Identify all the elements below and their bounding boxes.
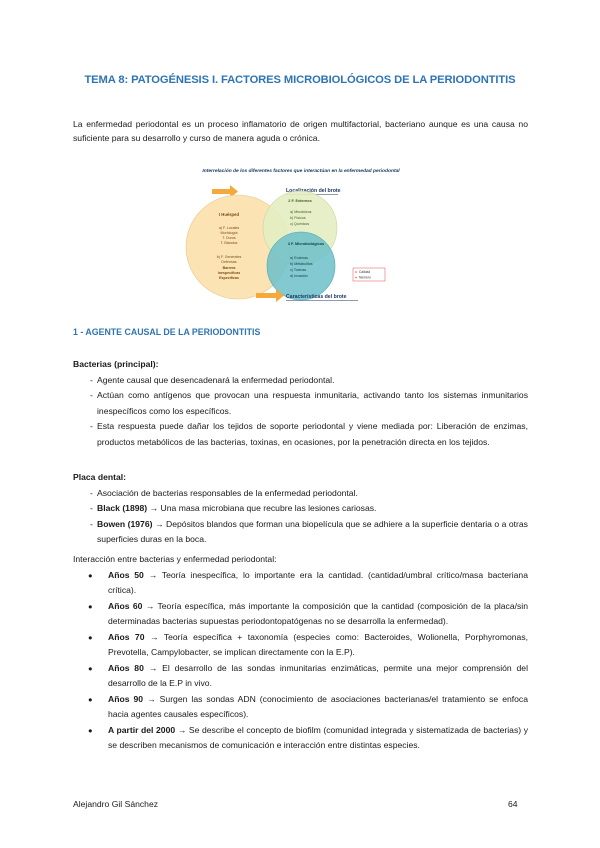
host-local-3: T. Duros	[222, 236, 236, 240]
section-heading-agente-causal: 1 - AGENTE CAUSAL DE LA PERIODONTITIS	[73, 327, 261, 337]
list-item-label: Black (1898)	[97, 503, 148, 513]
list-item-text: → Teoría específica, más importante la composición que la cantidad (composición de la placa/sin determinadas bacterias supuestas periodontopatógenas no se desarrolla la enfermedad).	[108, 600, 528, 626]
placa-block	[73, 470, 528, 548]
list-item-text: → El desarrollo de las sondas inmunitarias enzimáticas, permite una mejor comprensión del desarrollo de la E.P in vivo.	[108, 662, 528, 688]
list-item: - Actúan como antígenos que provocan una respuesta inmunitaria, activando tanto los sistemas inmunitarios inespecíficos como los específicos.	[73, 388, 528, 419]
list-item	[73, 723, 528, 754]
list-item-label: Bowen (1976)	[97, 518, 153, 529]
bacterias-block	[73, 357, 528, 450]
interaccion-heading: Interacción entre bacterias y enfermedad periodontal:	[73, 554, 277, 564]
list-item: - Agente causal que desencadenará la enfermedad periodontal.	[73, 373, 528, 389]
list-item-label: Años 90	[108, 693, 144, 704]
bacterias-list	[73, 373, 528, 451]
list-item-text: → Una masa microbiana que recubre las lesiones cariosas.	[147, 503, 377, 513]
micro-title: 3 F. Microbiológicos	[287, 242, 325, 246]
external-item-3: c) Químicos	[290, 222, 310, 226]
intro-paragraph: La enfermedad periodontal es un proceso inflamatorio de origen multifactorial, bacteriano aunque es una causa no suficiente para su desarrollo y curso de manera aguda o crónica.	[73, 119, 528, 143]
micro-item-3: c) Toxinas	[290, 268, 307, 272]
footer-page-number: 64	[508, 799, 518, 809]
list-item-text: → Depósitos blandos que forman una biopelícula que se adhiere a la superficie dentaria o a otras superficies duras en la boca.	[97, 518, 528, 544]
host-local-2: Morfología	[220, 231, 238, 235]
list-item	[73, 661, 528, 692]
host-title: I Huésped	[218, 212, 240, 217]
bottom-arrow-body	[256, 293, 276, 298]
host-general-2: Defensas	[221, 260, 237, 264]
host-general-5: Específicas	[219, 276, 239, 280]
list-item-label: Años 70	[108, 631, 145, 642]
list-item: - Esta respuesta puede dañar los tejidos de soporte periodontal y viene mediada por: Liberación de enzimas, productos metabólicos de las bacterias, toxinas, en ocasiones, por la penetración directa en los tejidos.	[73, 419, 528, 450]
list-item	[73, 568, 528, 599]
list-item-text: → Teoría específica + taxonomía (especies como: Bacteroides, Wolionella, Porphyromonas, Prevotella, Campylobacter, se implican directamente con la E.P).	[108, 631, 529, 657]
external-item-2: b) Físicos	[290, 216, 306, 220]
micro-item-2: b) Metabolitos	[290, 262, 313, 266]
external-title: 2 F. Externos	[288, 199, 312, 203]
host-general-1: b) F. Generales	[216, 255, 242, 259]
interaccion-list	[73, 568, 528, 754]
host-local-4: T. Blandos	[220, 241, 238, 245]
external-item-1: a) Mecánicos	[290, 210, 312, 214]
factors-venn-diagram	[166, 163, 436, 308]
list-item: - Asociación de bacterias responsables de la enfermedad periodontal.	[73, 486, 528, 502]
list-item	[73, 692, 528, 723]
micro-item-1: a) Enzimas	[290, 256, 308, 260]
list-item	[73, 630, 528, 661]
interaccion-block	[73, 552, 528, 754]
legend-dot-1	[355, 271, 357, 273]
list-item-label: Años 50	[108, 569, 144, 580]
list-item-text: → Teoría inespecífica, lo importante era la cantidad. (cantidad/umbral crítico/masa bacteriana crítica).	[108, 569, 528, 595]
list-item-label: Años 80	[108, 662, 144, 673]
list-item	[73, 501, 528, 517]
host-general-3: Barrera	[222, 266, 236, 270]
list-item-label: A partir del 2000	[108, 724, 176, 735]
host-general-4: Inespecíficas	[217, 271, 241, 275]
bottom-label: Características del brote	[286, 294, 347, 300]
top-label: Localización del brote	[286, 188, 341, 194]
placa-heading: Placa dental:	[73, 472, 127, 482]
list-item	[73, 599, 528, 630]
list-item-text: → Surgen las sondas ADN (conocimiento de asociaciones bacterianas/el tratamiento se enfoca hacia agentes causales específicos).	[108, 693, 528, 719]
legend-item-2: Número	[359, 275, 371, 280]
host-local-1: a) F. Locales	[218, 226, 240, 230]
top-arrow-body	[212, 189, 230, 194]
micro-item-4: d) Invasión	[290, 274, 308, 278]
list-item-label: Años 60	[108, 600, 143, 611]
legend-dot-2	[355, 277, 357, 279]
legend-item-1: Calidad	[359, 270, 371, 274]
bacterias-heading: Bacterias (principal):	[73, 359, 159, 369]
placa-list	[73, 486, 528, 548]
figure-caption: Interrelación de los diferentes factores que interactúan en la enfermedad periodontal	[202, 169, 400, 174]
page-title: TEMA 8: PATOGÉNESIS I. FACTORES MICROBIOLÓGICOS DE LA PERIODONTITIS	[84, 74, 516, 86]
list-item-text: → Se describe el concepto de biofilm (comunidad integrada y sistematizada de bacterias) y se describen mecanismos de comunicación e interacción entre distintas especies.	[108, 724, 528, 750]
footer-author: Alejandro Gil Sánchez	[73, 799, 159, 809]
list-item	[73, 517, 528, 548]
